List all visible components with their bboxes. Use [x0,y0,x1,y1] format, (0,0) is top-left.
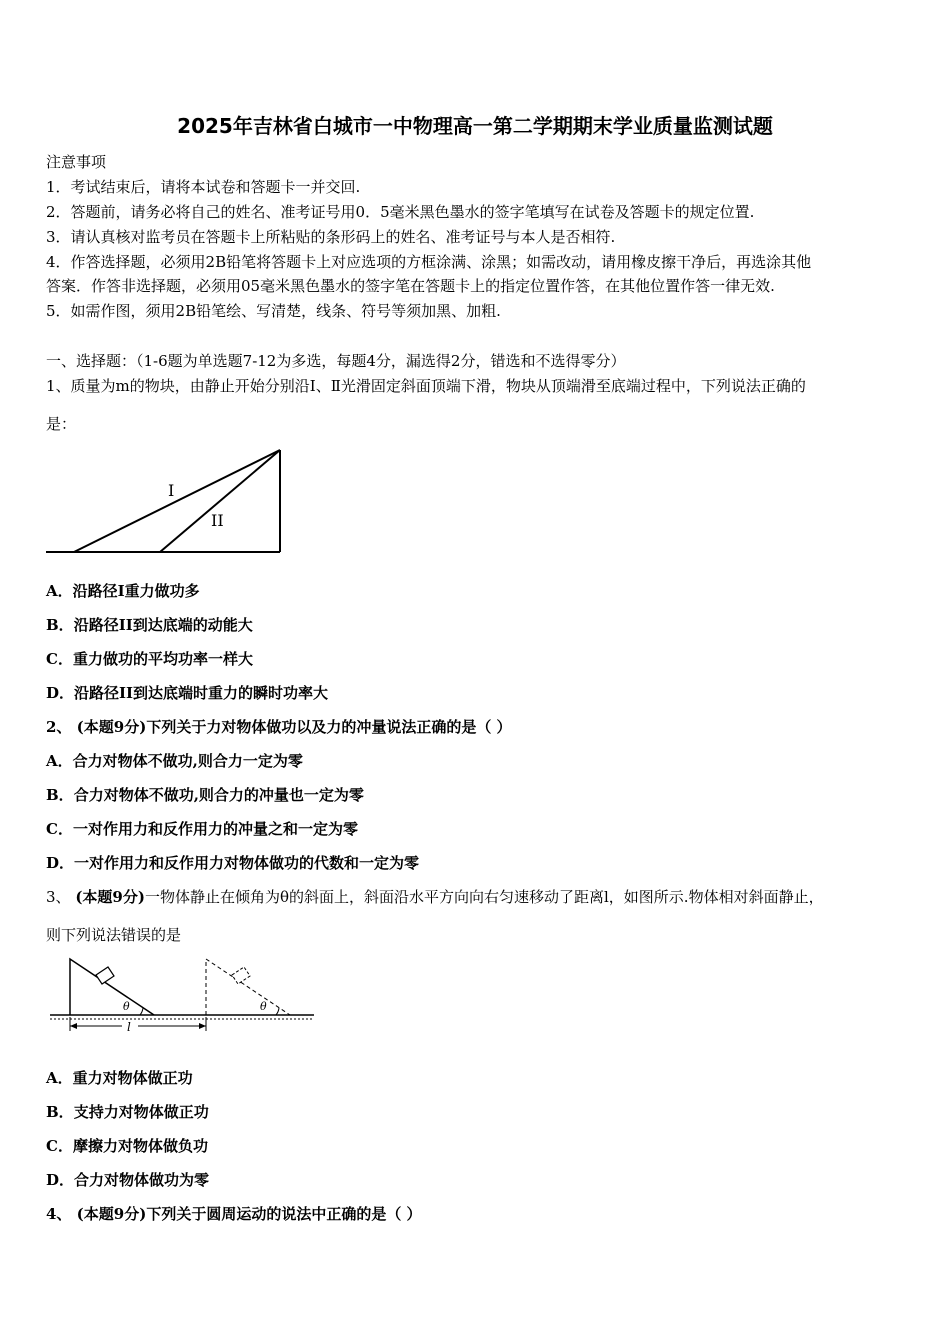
q2-option-b[interactable] [46,783,916,807]
block-moved [232,967,250,984]
incline-moved [206,959,290,1015]
notice-item: 4．作答选择题，必须用2B铅笔将答题卡上对应选项的方框涂满、涂黑；如需改动，请用橡皮擦干净后，再选涂其他 [46,253,812,271]
q1-stem-cont: 是： [46,415,77,433]
q3-stem-text: 一物体静止在倾角为θ的斜面上，斜面沿水平方向向右匀速移动了距离l，如图所示.物体相对斜面静止， [144,888,824,906]
option-letter: A． [46,1069,73,1087]
q2-stem [46,715,916,739]
option-text: 支持力对物体做正功 [73,1103,209,1121]
q3-option-d[interactable] [46,1168,916,1192]
angle-arc-initial [140,1008,143,1015]
option-text: 一对作用力和反作用力对物体做功的代数和一定为零 [74,854,420,872]
q4-score: (本题9分) [76,1205,147,1223]
path-1-label: I [168,481,175,500]
option-letter: B． [46,616,74,634]
q3-stem [46,885,916,909]
q2-option-d[interactable] [46,851,916,875]
notice-item: 2．答题前，请务必将自己的姓名、准考证号用0．5毫米黑色墨水的签字笔填写在试卷及答题卡的规定位置. [46,203,755,221]
q3-option-c[interactable] [46,1134,916,1158]
q1-option-c[interactable] [46,647,916,671]
option-text: 重力做功的平均功率一样大 [72,650,253,668]
notice-heading: 注意事项 [46,153,107,171]
q4-stem-text: 下列关于圆周运动的说法中正确的是（ ） [146,1205,422,1223]
q1-option-a[interactable] [46,579,916,603]
q1-option-d[interactable] [46,681,916,705]
angle-label: θ [260,1000,267,1013]
q2-option-a[interactable] [46,749,916,773]
q1-stem: 1、质量为m的物块，由静止开始分别沿Ⅰ、Ⅱ光滑固定斜面顶端下滑，物块从顶端滑至底端过程中，下列说法正确的 [46,377,806,395]
q1-incline-figure [44,444,294,560]
option-letter: D． [46,1171,75,1189]
section-heading: 一、选择题：（1-6题为单选题7-12为多选，每题4分，漏选得2分，错选和不选得零分） [46,352,626,370]
option-text: 合力对物体不做功,则合力的冲量也一定为零 [73,786,364,804]
block-initial [96,967,114,984]
q3-number: 3、 [46,888,71,906]
option-text: 一对作用力和反作用力的冲量之和一定为零 [72,820,358,838]
option-letter: C． [46,1137,73,1155]
option-text: 沿路径Ⅰ重力做功多 [72,582,200,600]
angle-arc-moved [276,1008,279,1015]
option-letter: B． [46,1103,74,1121]
q2-score: (本题9分) [76,718,147,736]
q3-moving-incline-figure [46,953,321,1037]
angle-label: θ [123,1000,130,1013]
option-text: 沿路径II到达底端时重力的瞬时功率大 [74,684,329,702]
notice-item: 3．请认真核对监考员在答题卡上所粘贴的条形码上的姓名、准考证号与本人是否相符. [46,228,616,246]
option-letter: D． [46,684,75,702]
notice-item: 答案．作答非选择题，必须用05毫米黑色墨水的签字笔在答题卡上的指定位置作答，在其他位置作答一律无效. [46,277,775,295]
q3-option-a[interactable] [46,1066,916,1090]
q2-number: 2、 [46,718,72,736]
q1-option-b[interactable] [46,613,916,637]
incline-initial [70,959,154,1015]
distance-label: l [127,1020,131,1034]
path-2-label: II [211,511,224,530]
option-text: 合力对物体不做功,则合力一定为零 [72,752,303,770]
notice-item: 1．考试结束后，请将本试卷和答题卡一并交回. [46,178,361,196]
option-letter: C． [46,650,73,668]
q4-stem [46,1202,916,1226]
page-title: 2025年吉林省白城市一中物理高一第二学期期末学业质量监测试题 [177,114,773,138]
notice-item: 5．如需作图，须用2B铅笔绘、写清楚，线条、符号等须加黑、加粗. [46,302,501,320]
option-text: 摩擦力对物体做负功 [72,1137,208,1155]
q2-stem-text: 下列关于力对物体做功以及力的冲量说法正确的是（ ） [146,718,512,736]
option-letter: A． [46,752,73,770]
option-letter: D． [46,854,75,872]
q3-stem-cont: 则下列说法错误的是 [46,926,182,944]
option-text: 沿路径II到达底端的动能大 [73,616,253,634]
option-letter: A． [46,582,73,600]
option-text: 合力对物体做功为零 [74,1171,210,1189]
q3-option-b[interactable] [46,1100,916,1124]
option-letter: C． [46,820,73,838]
arrowhead-left [70,1023,77,1029]
q2-option-c[interactable] [46,817,916,841]
arrowhead-right [199,1023,206,1029]
q4-number: 4、 [46,1205,72,1223]
option-text: 重力对物体做正功 [72,1069,193,1087]
q3-score: (本题9分) [75,888,145,906]
option-letter: B． [46,786,74,804]
